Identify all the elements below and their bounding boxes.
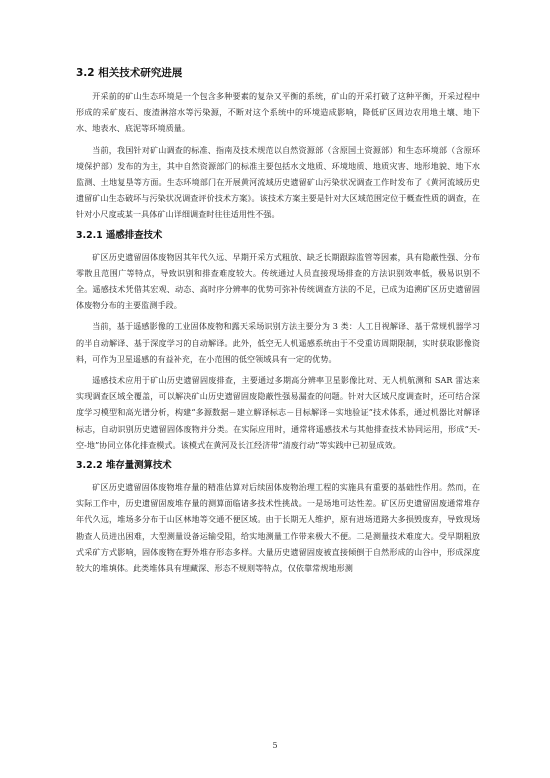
- paragraph: 当前，基于遥感影像的工业固体废物和露天采场识别方法主要分为 3 类：人工目视解译、基于常规机器学习的半自动解译、基于深度学习的自动解译。此外，低空无人机遥感系统由于不受重访周期限制，实时获取影像资料，可作为卫星遥感的有益补充，在小范围的低空领域具有一定的优势。: [76, 321, 480, 364]
- paragraph: 矿区历史遗留固体废物堆存量的精准估算对后续固体废物治理工程的实施具有重要的基础性作用。然而，在实际工作中，历史遗留固废堆存量的测算面临诸多技术性挑战。一是场地可达性差。矿区历史遗留固废通常堆存年代久远，堆场多分布于山区林地等交通不便区域。由于长期无人维护，原有进场道路大多损毁废弃，导致现场勘查人员进出困难，大型测量设备运输受阻，给实地测量工作带来极大不便。二是测量技术难度大。受早期粗放式采矿方式影响，固体废物在野外堆存形态多样。大量历史遗留固废被直接倾倒于自然形成的山谷中，形成深度较大的堆填体。此类堆体具有埋藏深、形态不规则等特点，仅依靠常规地形测: [76, 482, 480, 574]
- paragraph: 遥感技术应用于矿山历史遗留固废排查，主要通过多期高分辨率卫星影像比对、无人机航测和 SAR 雷达来实现调查区域全覆盖，可以解决矿山历史遗留固废隐蔽性强易漏查的问题。针对大区域尺度调查时，还可结合深度学习模型和高光谱分析，构建“多源数据－建立解译标志－目标解译－实地验证”技术体系，通过机器比对解译标志，自动识别历史遗留固体废物并分类。在实际应用时，通常将遥感技术与其他排查技术协同运用，形成“天-空-地”协同立体化排查模式。该模式在黄河及长江经济带“清废行动”等实践中已初显成效。: [76, 375, 480, 450]
- page-number: 5: [272, 741, 278, 750]
- section-heading-3-2: 3.2 相关技术研究进展: [76, 67, 183, 79]
- page-content: [76, 66, 480, 581]
- paragraph: 当前，我国针对矿山调查的标准、指南及技术规范以自然资源部（含原国土资源部）和生态环境部（含原环境保护部）发布的为主，其中自然资源部门的标准主要包括水文地质、环境地质、地质灾害、地形地貌、地下水监测、土地复垦等方面。生态环境部门在开展黄河流域历史遗留矿山污染状况调查工作时发布了《黄河流域历史遗留矿山生态破坏与污染状况调查评价技术方案》。该技术方案主要是针对大区域范围定位于概查性质的调查，在针对小尺度或某一具体矿山详细调查时往往适用性不强。: [76, 144, 480, 220]
- paragraph: 矿区历史遗留固体废物因其年代久远、早期开采方式粗放、缺乏长期跟踪监管等因素，具有隐蔽性强、分布零散且范围广等特点，导致识别和排查难度较大。传统通过人员直接现场排查的方法识别效率低，极易识别不全。遥感技术凭借其宏观、动态、高时序分辨率的优势可弥补传统调查方法的不足，已成为追溯矿区历史遗留固体废物分布的主要监测手段。: [76, 251, 480, 311]
- section-heading-3-2-2: 3.2.2 堆存量测算技术: [76, 460, 172, 472]
- paragraph: 开采前的矿山生态环境是一个包含多种要素的复杂又平衡的系统，矿山的开采打破了这种平衡，开采过程中形成的采矿废石、废渣淋溶水等污染源，不断对这个系统中的环境造成影响，降低矿区周边农用地土壤、地下水、地表水、底泥等环境质量。: [76, 91, 480, 134]
- section-heading-3-2-1: 3.2.1 遥感排查技术: [76, 229, 163, 241]
